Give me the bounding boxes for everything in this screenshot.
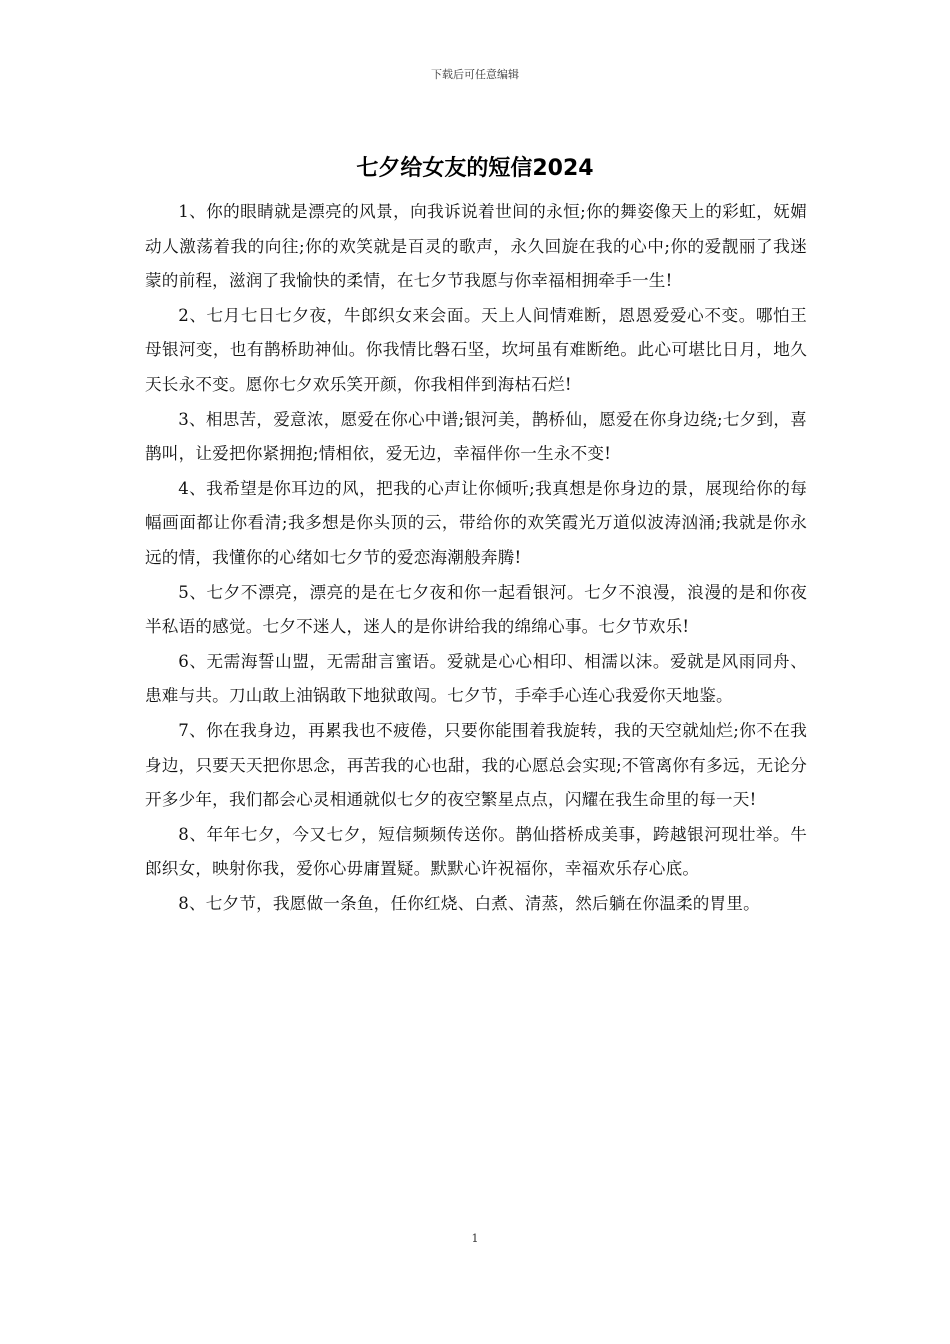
paragraph-8: 8、年年七夕，今又七夕，短信频频传送你。鹊仙搭桥成美事，跨越银河现壮举。牛郎织女，映射你我，爱你心毋庸置疑。默默心许祝福你，幸福欢乐存心底。: [145, 824, 807, 879]
paragraph-3: 3、相思苦，爱意浓，愿爱在你心中谱;银河美，鹊桥仙，愿爱在你身边绕;七夕到，喜鹊叫，让爱把你紧拥抱;情相依，爱无边，幸福伴你一生永不变!: [145, 409, 807, 464]
header-note: 下载后可任意编辑: [431, 68, 519, 81]
paragraph-6: 6、无需海誓山盟，无需甜言蜜语。爱就是心心相印、相濡以沫。爱就是风雨同舟、患难与共。刀山敢上油锅敢下地狱敢闯。七夕节，手牵手心连心我爱你天地鉴。: [145, 651, 807, 706]
paragraph-4: 4、我希望是你耳边的风，把我的心声让你倾听;我真想是你身边的景，展现给你的每幅画面都让你看清;我多想是你头顶的云，带给你的欢笑霞光万道似波涛汹涌;我就是你永远的情，我懂你的心绪如七夕节的爱恋海潮般奔腾!: [145, 478, 807, 567]
paragraph-2: 2、七月七日七夕夜，牛郎织女来会面。天上人间情难断，恩恩爱爱心不变。哪怕王母银河变，也有鹊桥助神仙。你我情比磐石坚，坎坷虽有难断绝。此心可堪比日月，地久天长永不变。愿你七夕欢乐笑开颜，你我相伴到海枯石烂!: [145, 305, 807, 394]
paragraph-1: 1、你的眼睛就是漂亮的风景，向我诉说着世间的永恒;你的舞姿像天上的彩虹，妩媚动人激荡着我的向往;你的欢笑就是百灵的歌声，永久回旋在我的心中;你的爱靓丽了我迷蒙的前程，滋润了我愉快的柔情，在七夕节我愿与你幸福相拥牵手一生!: [145, 202, 807, 291]
document-body: [145, 195, 807, 921]
paragraph-9: 8、七夕节，我愿做一条鱼，任你红烧、白煮、清蒸，然后躺在你温柔的胃里。: [178, 893, 760, 913]
page-title: 七夕给女友的短信2024: [356, 156, 594, 181]
paragraph-5: 5、七夕不漂亮，漂亮的是在七夕夜和你一起看银河。七夕不浪漫，浪漫的是和你夜半私语的感觉。七夕不迷人，迷人的是你讲给我的绵绵心事。七夕节欢乐!: [145, 582, 807, 637]
page-number: 1: [471, 1232, 479, 1245]
paragraph-7: 7、你在我身边，再累我也不疲倦，只要你能围着我旋转，我的天空就灿烂;你不在我身边，只要天天把你思念，再苦我的心也甜，我的心愿总会实现;不管离你有多远，无论分开多少年，我们都会心灵相通就似七夕的夜空繁星点点，闪耀在我生命里的每一天!: [145, 720, 807, 810]
